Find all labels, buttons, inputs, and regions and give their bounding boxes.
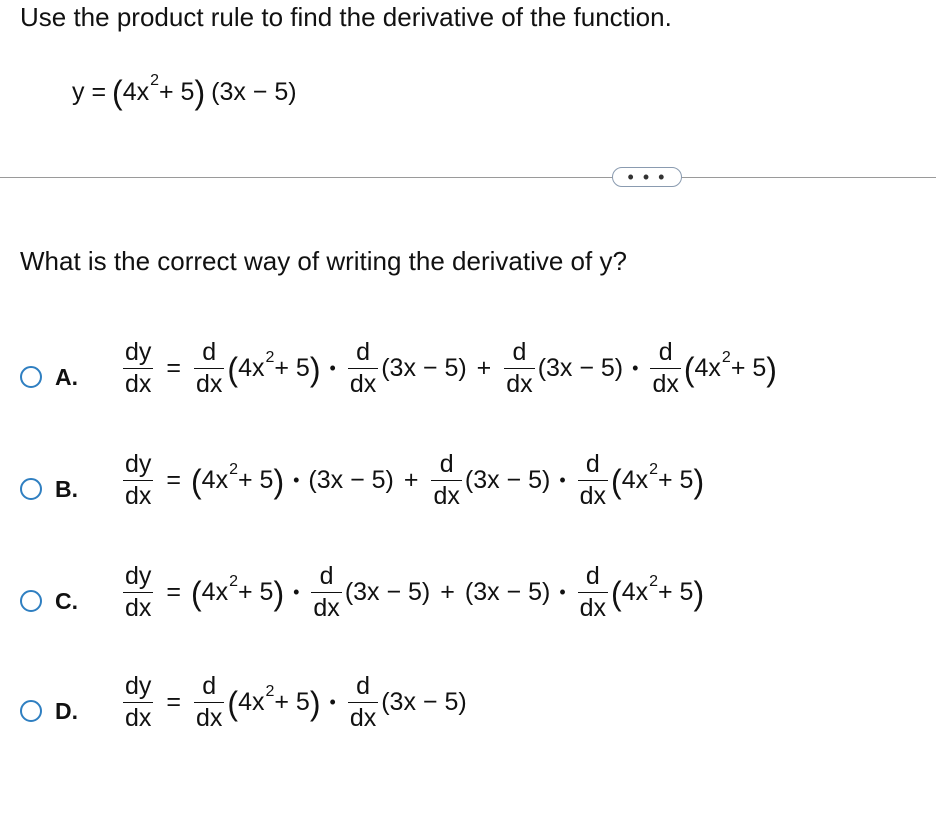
option-c-radio[interactable] xyxy=(20,590,42,612)
math-term: + xyxy=(476,354,492,382)
math-term: • xyxy=(559,470,566,490)
parenthesis: ) xyxy=(194,73,206,111)
math-term: + 5 xyxy=(658,466,694,494)
fraction-denominator: dx xyxy=(349,704,377,732)
fraction xyxy=(194,674,224,731)
option-d-expression[interactable] xyxy=(120,674,467,731)
parenthesis: ( xyxy=(227,683,239,722)
math-term: 4x xyxy=(621,466,649,494)
math-term: y = xyxy=(72,77,107,106)
fraction-denominator: dx xyxy=(433,482,460,510)
exponent: 2 xyxy=(229,460,238,478)
fraction xyxy=(431,452,461,509)
parenthesis: ( xyxy=(227,349,239,388)
exponent: 2 xyxy=(265,682,275,700)
option-d-radio[interactable] xyxy=(20,700,42,722)
fraction-denominator: dx xyxy=(125,370,152,398)
fraction-numerator: d xyxy=(202,338,217,366)
exponent: 2 xyxy=(649,572,659,590)
fraction xyxy=(650,340,680,397)
math-term: (3x − 5) xyxy=(211,77,297,106)
parenthesis: ( xyxy=(611,461,622,500)
fraction xyxy=(348,340,378,397)
fraction-denominator: dx xyxy=(506,370,533,398)
fraction-numerator: d xyxy=(585,562,600,590)
math-term: + xyxy=(403,466,419,494)
math-term: + 5 xyxy=(274,354,310,382)
option-c-expression[interactable] xyxy=(120,564,704,621)
math-term: + xyxy=(440,578,455,606)
question-text: What is the correct way of writing the derivative of y? xyxy=(20,246,627,276)
fraction-numerator: d xyxy=(439,450,454,478)
fraction-numerator: d xyxy=(356,338,370,366)
fraction-denominator: dx xyxy=(196,704,223,732)
fraction-numerator: dy xyxy=(125,450,152,478)
math-term: (3x − 5) xyxy=(464,578,551,606)
fraction-numerator: dy xyxy=(125,562,152,590)
parenthesis: ) xyxy=(273,461,285,500)
fraction-numerator: d xyxy=(658,338,673,366)
fraction-denominator: dx xyxy=(125,482,152,510)
fraction xyxy=(348,674,378,731)
math-term: • xyxy=(293,470,300,490)
math-term: 4x xyxy=(201,466,229,494)
math-term: • xyxy=(329,358,336,378)
fraction xyxy=(504,340,534,397)
function-expression xyxy=(72,72,297,111)
math-term: + 5 xyxy=(274,688,310,716)
parenthesis: ( xyxy=(683,349,695,388)
section-divider xyxy=(0,177,936,178)
math-term: (3x − 5) xyxy=(344,578,431,606)
exponent: 2 xyxy=(721,348,731,366)
fraction-numerator: dy xyxy=(125,338,152,366)
math-term: 4x xyxy=(122,77,150,106)
fraction-numerator: dy xyxy=(125,672,152,700)
option-c-letter: C. xyxy=(55,588,78,614)
problem-prompt: Use the product rule to find the derivative of the function. xyxy=(20,2,672,32)
math-term: • xyxy=(632,358,639,378)
fraction-denominator: dx xyxy=(652,370,679,398)
math-term: + 5 xyxy=(237,466,274,494)
fraction-numerator: d xyxy=(585,450,600,478)
parenthesis: ( xyxy=(611,573,622,612)
math-term: (3x − 5) xyxy=(381,688,467,716)
parenthesis: ) xyxy=(693,573,705,612)
math-term: 4x xyxy=(694,354,721,382)
option-a-letter: A. xyxy=(55,364,78,390)
math-term: = xyxy=(166,466,182,494)
fraction-denominator: dx xyxy=(579,482,607,510)
math-term: 4x xyxy=(201,578,229,606)
fraction xyxy=(123,564,153,621)
math-term: + 5 xyxy=(237,578,274,606)
parenthesis: ) xyxy=(309,349,321,388)
fraction-denominator: dx xyxy=(125,594,152,622)
fraction xyxy=(123,452,153,509)
exponent: 2 xyxy=(229,572,238,590)
math-term: + 5 xyxy=(730,354,767,382)
fraction xyxy=(123,340,153,397)
math-term: + 5 xyxy=(159,77,195,106)
math-term: • xyxy=(559,582,566,602)
fraction xyxy=(311,564,341,621)
math-term: • xyxy=(293,582,300,602)
math-term: = xyxy=(166,354,182,382)
parenthesis: ( xyxy=(191,461,202,500)
option-b-expression[interactable] xyxy=(120,452,704,509)
option-d-letter: D. xyxy=(55,698,78,724)
parenthesis: ) xyxy=(693,461,705,500)
option-b-letter: B. xyxy=(55,476,78,502)
exponent: 2 xyxy=(265,348,275,366)
fraction-denominator: dx xyxy=(196,370,223,398)
fraction-numerator: d xyxy=(356,672,370,700)
fraction xyxy=(578,452,608,509)
show-more-button[interactable]: • • • xyxy=(612,167,682,187)
option-a-radio[interactable] xyxy=(20,366,42,388)
fraction xyxy=(123,674,153,731)
fraction-numerator: d xyxy=(202,672,217,700)
math-term: • xyxy=(329,692,336,712)
parenthesis: ) xyxy=(766,349,777,388)
math-term: 4x xyxy=(238,354,265,382)
math-term: = xyxy=(166,688,182,716)
math-term: = xyxy=(166,578,182,606)
fraction-denominator: dx xyxy=(579,594,607,622)
fraction-denominator: dx xyxy=(125,704,152,732)
exponent: 2 xyxy=(649,460,659,478)
math-term: (3x − 5) xyxy=(381,354,467,382)
option-a-expression[interactable] xyxy=(120,340,777,397)
fraction-numerator: d xyxy=(512,338,527,366)
exponent: 2 xyxy=(150,72,160,89)
math-term: (3x − 5) xyxy=(308,466,394,494)
math-term: (3x − 5) xyxy=(537,354,624,382)
fraction-denominator: dx xyxy=(349,370,377,398)
parenthesis: ( xyxy=(112,73,123,111)
parenthesis: ) xyxy=(309,683,321,722)
fraction xyxy=(194,340,224,397)
math-term: + 5 xyxy=(658,578,694,606)
parenthesis: ( xyxy=(191,573,202,612)
math-term: 4x xyxy=(238,688,265,716)
fraction-numerator: d xyxy=(319,562,334,590)
option-b-radio[interactable] xyxy=(20,478,42,500)
math-term: (3x − 5) xyxy=(464,466,551,494)
fraction xyxy=(578,564,608,621)
parenthesis: ) xyxy=(273,573,285,612)
math-term: 4x xyxy=(621,578,649,606)
fraction-denominator: dx xyxy=(313,594,340,622)
